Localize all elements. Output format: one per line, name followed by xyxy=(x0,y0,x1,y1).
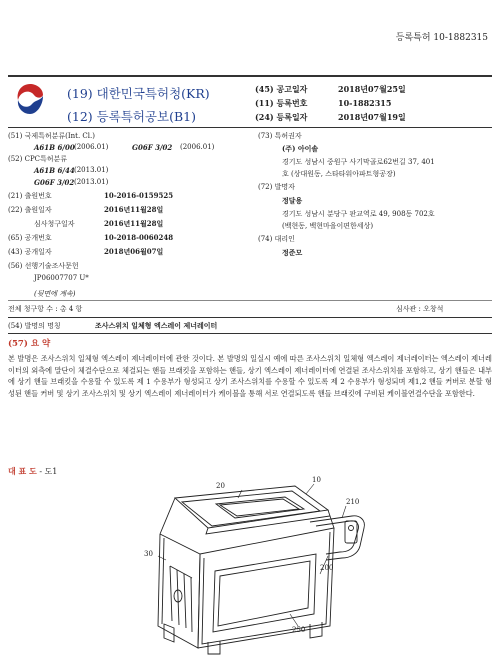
document-number: 등록특허 10-1882315 xyxy=(395,33,488,43)
representative-figure xyxy=(120,476,380,660)
representative-drawing-label: 대 표 도 xyxy=(8,466,37,476)
prior-art-document: JP06007707 U* xyxy=(34,274,89,282)
reg-number-label: (11) 등록번호 xyxy=(255,98,308,108)
exam-request-date: 2016년11월28일 xyxy=(104,219,164,228)
figure-label-10: 10 xyxy=(312,476,321,484)
publication-type: (12) 등록특허공보(B1) xyxy=(67,109,196,124)
abstract-text: 본 발명은 조사스위치 일체형 엑스레이 제너레이터에 관한 것이다. 본 발명의 일실시 예에 따른 조사스위치 일체형 엑스레이 제너레이터는 엑스레이 제너레이터의 외측에 말단이 체결수단으로 체결되는 핸들 브래킷을 포함하는 핸들, 상기 엑스레이 제너레이터에 연결된 조사스위치를 포함하고, 상기 핸들은 내부에 상기 핸들 브래킷을 수용할 수 있도록 제 1 수용부가 형성되고 상기 조사스위치를 수용할 수 있도록 제 2 수용부가 형성되며 제1,2 핸들 커버로 분할 형성된 핸들 커버 및 상기 조사스위치 및 상기 엑스레이 제너레이터가 케이블을 통해 서로 연결되도록 핸들 브래킷에 구비된 케이블연결수단을 포함한다. xyxy=(8,354,492,398)
ipc-code-2: G06F 3/02 xyxy=(132,143,173,152)
patentee-name: (주) 아이솔 xyxy=(282,144,319,153)
claims-top-rule xyxy=(8,300,492,301)
reg-date: 2018년07월19일 xyxy=(338,112,406,122)
figure-label-20: 20 xyxy=(216,482,225,490)
figure-label-210: 210 xyxy=(346,498,360,506)
application-number-label: (21) 출원번호 xyxy=(8,192,52,200)
inventor-address-line-2: (백현동, 백현마을이편한세상) xyxy=(282,222,374,230)
figure-label-250: 250 xyxy=(292,626,306,634)
ipc-date-1: (2006.01) xyxy=(74,143,109,151)
reg-date-label: (24) 등록일자 xyxy=(255,112,308,122)
cpc-date-1: (2013.01) xyxy=(74,166,109,174)
pub-date: 2018년07월25일 xyxy=(338,84,406,94)
application-date: 2016년11월28일 xyxy=(104,205,164,214)
representative-drawing-value: - 도1 xyxy=(39,467,58,476)
ipc-date-2: (2006.01) xyxy=(180,143,215,151)
patentee-label: (73) 특허권자 xyxy=(258,132,302,140)
patentee-address-line-2: 호 (상대원동, 스타타워아파트형공장) xyxy=(282,170,396,178)
publication-number-label: (65) 공개번호 xyxy=(8,234,52,242)
total-claims: 전체 청구항 수 : 총 4 항 xyxy=(8,305,83,313)
title-bottom-rule xyxy=(8,333,492,334)
pub-date-label: (45) 공고일자 xyxy=(255,84,308,94)
publication-date-label: (43) 공개일자 xyxy=(8,248,52,256)
agent-name: 정준모 xyxy=(282,248,303,257)
taegeuk-emblem-icon xyxy=(14,83,46,115)
ipc-label: (51) 국제특허분류(Int. Cl.) xyxy=(8,132,95,140)
cpc-label: (52) CPC특허분류 xyxy=(8,155,68,163)
header-bottom-rule xyxy=(8,127,492,128)
cpc-date-2: (2013.01) xyxy=(74,178,109,186)
reg-number: 10-1882315 xyxy=(338,98,392,108)
patentee-address-line-1: 경기도 성남시 중원구 사기막골로62번길 37, 401 xyxy=(282,158,435,166)
prior-art-label: (56) 선행기술조사문헌 xyxy=(8,262,79,270)
publication-date: 2018년06월07일 xyxy=(104,247,164,256)
figure-label-30: 30 xyxy=(144,550,153,558)
cpc-code-1: A61B 6/44 xyxy=(34,166,75,175)
application-number: 10-2016-0159525 xyxy=(104,191,174,200)
representative-drawing-row xyxy=(8,466,57,477)
inventor-address-line-1: 경기도 성남시 분당구 판교역로 49, 908동 702호 xyxy=(282,210,435,218)
agent-label: (74) 대리인 xyxy=(258,235,295,243)
application-date-label: (22) 출원일자 xyxy=(8,206,52,214)
ipc-code-1: A61B 6/00 xyxy=(34,143,75,152)
header-top-rule xyxy=(8,75,492,77)
invention-title-label: (54) 발명의 명칭 xyxy=(8,322,61,330)
invention-title: 조사스위치 일체형 엑스레이 제너레이터 xyxy=(95,321,218,330)
publication-number: 10-2018-0060248 xyxy=(104,233,174,242)
office-title: (19) 대한민국특허청(KR) xyxy=(67,86,210,101)
title-top-rule xyxy=(8,317,492,318)
examiner: 심사관 : 오창석 xyxy=(396,305,444,313)
inventor-label: (72) 발명자 xyxy=(258,183,295,191)
inventor-name: 정달용 xyxy=(282,196,303,205)
cpc-code-2: G06F 3/02 xyxy=(34,178,75,187)
abstract-heading: (57) 요 약 xyxy=(8,339,51,349)
exam-request-date-label: 심사청구일자 xyxy=(34,220,75,228)
figure-label-200: 200 xyxy=(320,564,334,572)
continued-note: (뒷면에 계속) xyxy=(34,290,76,298)
